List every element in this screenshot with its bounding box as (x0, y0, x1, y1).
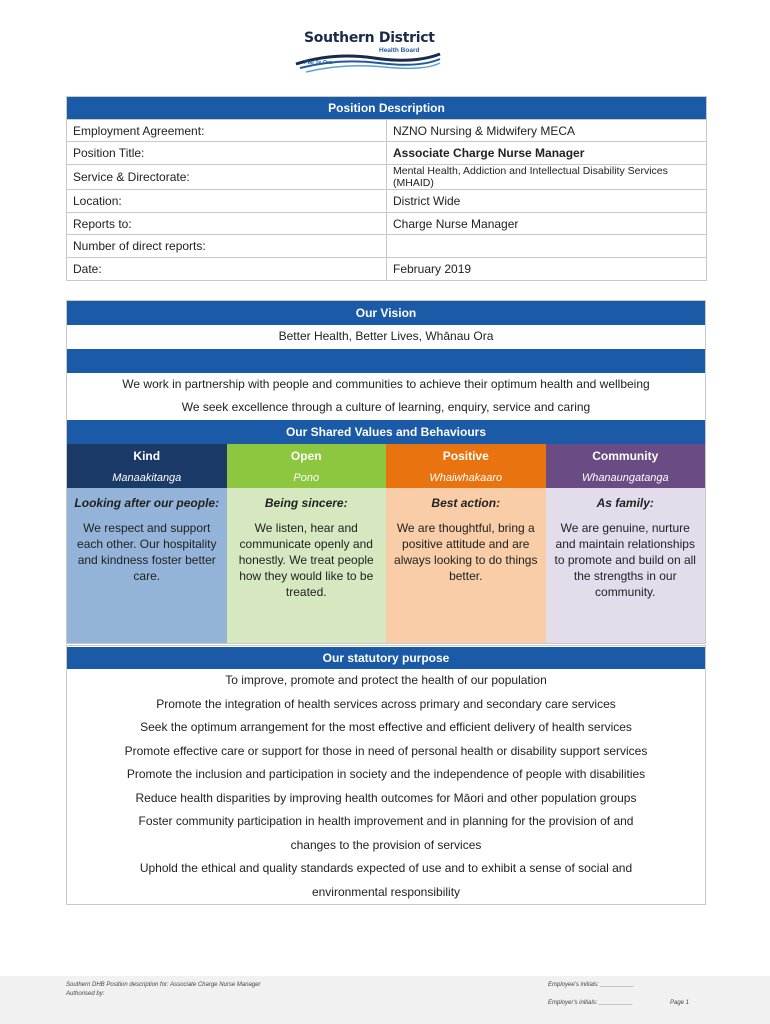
value-maori: Pono (227, 468, 387, 488)
value-body (546, 488, 706, 643)
footer-employer-initials: Employer's initials: __________ (548, 1000, 633, 1006)
position-description-table (66, 96, 707, 281)
value-maori: Whaiwhakaaro (386, 468, 546, 488)
vision-statement: Better Health, Better Lives, Whānau Ora (278, 329, 494, 343)
table-row (67, 190, 707, 213)
table-row (67, 119, 707, 142)
value-heading: Best action: (431, 495, 501, 510)
value-name: Positive (386, 444, 546, 468)
logo-title: Southern District (304, 30, 435, 46)
footer-authorised-by: Authorised by: (66, 991, 105, 997)
row-value (387, 235, 707, 258)
position-description-header: Position Description (67, 97, 707, 120)
values-grid (67, 444, 705, 643)
statutory-line: Seek the optimum arrangement for the most effective and efficient delivery of health services (140, 720, 632, 734)
value-open (227, 444, 387, 643)
logo-subtitle: Health Board (379, 47, 420, 54)
row-label: Service & Directorate: (67, 165, 387, 190)
row-value: February 2019 (387, 258, 707, 281)
table-row (67, 165, 707, 190)
statutory-line: changes to the provision of services (290, 837, 482, 852)
value-community (546, 444, 706, 643)
statutory-header: Our statutory purpose (67, 646, 705, 669)
value-text: We are thoughtful, bring a positive attitude and are always looking to do things better. (394, 520, 538, 584)
row-label: Date: (67, 258, 387, 281)
value-heading: Looking after our people: (74, 495, 220, 510)
vision-header: Our Vision (67, 301, 705, 325)
value-text: We are genuine, nurture and maintain relationships to promote and build on all the strengths in our community. (554, 520, 696, 600)
row-value: District Wide (387, 190, 707, 213)
value-body (227, 488, 387, 643)
statutory-line: Foster community participation in health improvement and in planning for the provision of and (138, 814, 634, 828)
table-row (67, 258, 707, 281)
vision-section (66, 300, 706, 644)
southern-dhb-logo (294, 28, 444, 74)
row-label: Reports to: (67, 212, 387, 235)
row-label: Employment Agreement: (67, 119, 387, 142)
value-body (386, 488, 546, 643)
footer-employee-initials: Employee's initials: __________ (548, 982, 634, 988)
mission-line: We work in partnership with people and communities to achieve their optimum health and wellbeing (122, 376, 650, 391)
row-value: NZNO Nursing & Midwifery MECA (387, 119, 707, 142)
value-positive (386, 444, 546, 643)
value-body (67, 488, 227, 643)
value-heading: As family: (596, 495, 654, 510)
statutory-section (66, 645, 706, 905)
row-value: Mental Health, Addiction and Intellectual Disability Services (MHAID) (387, 165, 707, 190)
values-header: Our Shared Values and Behaviours (67, 420, 705, 444)
statutory-line: Reduce health disparities by improving health outcomes for Māori and other population groups (135, 790, 637, 805)
logo-tagline: Piki Te Ora (304, 60, 333, 66)
statutory-line: Promote the integration of health services across primary and secondary care services (156, 696, 616, 711)
statutory-line: environmental responsibility (311, 884, 461, 899)
footer-document-title: Southern DHB Position description for: Associate Charge Nurse Manager (66, 982, 261, 988)
mission-line: We seek excellence through a culture of learning, enquiry, service and caring (181, 400, 591, 414)
value-name: Open (227, 444, 387, 468)
value-maori: Manaakitanga (67, 468, 227, 488)
statutory-line: Promote effective care or support for those in need of personal health or disability support services (124, 743, 648, 758)
value-text: We listen, hear and communicate openly and honestly. We treat people how they would like to be treated. (238, 520, 374, 600)
value-kind (67, 444, 227, 643)
value-name: Community (546, 444, 706, 468)
value-text: We respect and support each other. Our hospitality and kindness foster better care. (77, 520, 217, 584)
value-name: Kind (67, 444, 227, 468)
position-title-value: Associate Charge Nurse Manager (387, 142, 707, 165)
statutory-line: Uphold the ethical and quality standards expected of use and to exhibit a sense of social and (139, 861, 633, 875)
table-row (67, 235, 707, 258)
row-label: Position Title: (67, 142, 387, 165)
footer-page-number: Page 1 (670, 1000, 690, 1006)
value-maori: Whanaungatanga (546, 468, 706, 488)
page-footer (0, 976, 770, 1024)
table-row (67, 212, 707, 235)
statutory-line: To improve, promote and protect the health of our population (225, 673, 547, 687)
value-heading: Being sincere: (264, 495, 348, 510)
table-row (67, 142, 707, 165)
mission-header-band (67, 349, 705, 373)
row-value: Charge Nurse Manager (387, 212, 707, 235)
row-label: Location: (67, 190, 387, 213)
row-label: Number of direct reports: (67, 235, 387, 258)
statutory-line: Promote the inclusion and participation in society and the independence of people with disabilities (126, 767, 646, 781)
